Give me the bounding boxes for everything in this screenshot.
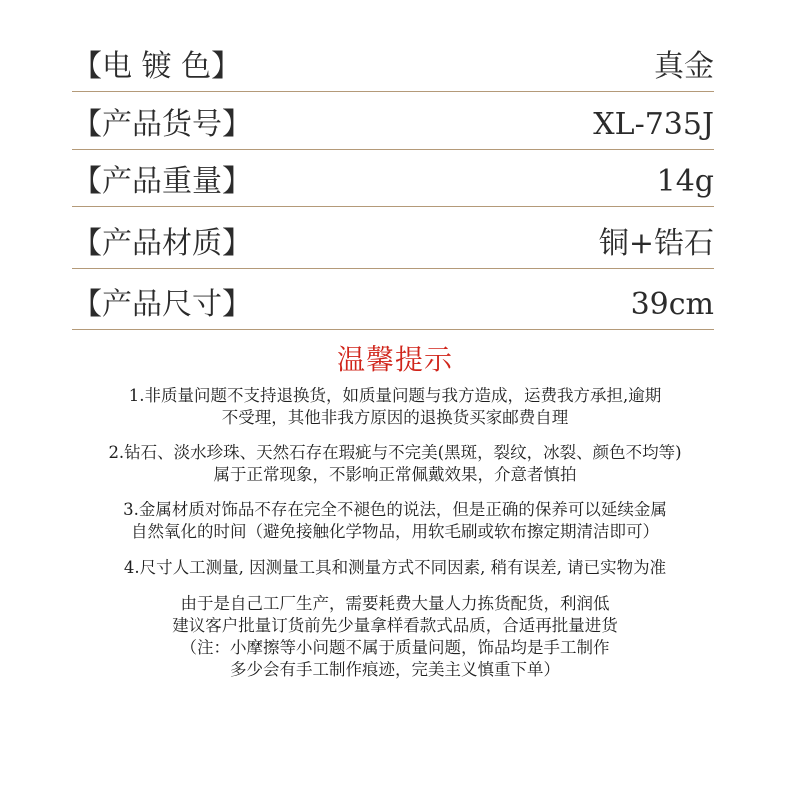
notice-line: 属于正常现象，不影响正常佩戴效果，介意者慎拍 [213, 465, 577, 484]
notice-line: 由于是自己工厂生产，需要耗费大量人力拣货配货，利润低 [180, 594, 610, 613]
spec-label: 【产品尺寸】 [72, 287, 252, 322]
spec-row-item-number [72, 92, 714, 150]
notice-item-return-policy [90, 385, 700, 429]
spec-row-plating-color [72, 34, 714, 92]
notice-item-measurement [90, 557, 700, 579]
spec-row-weight [72, 150, 714, 207]
notice-line: 自然氧化的时间（避免接触化学物品，用软毛刷或软布擦定期清洁即可） [131, 522, 659, 541]
spec-label: 【电 镀 色】 [72, 49, 242, 84]
spec-value: XL-735J [593, 107, 714, 142]
spec-value: 14g [656, 164, 714, 199]
spec-label: 【产品材质】 [72, 226, 252, 261]
spec-label: 【产品货号】 [72, 107, 252, 142]
notice-line: 4.尺寸人工测量, 因测量工具和测量方式不同因素, 稍有误差, 请已实物为准 [123, 558, 667, 577]
spec-value: 39cm [630, 287, 714, 322]
notice-line: 建议客户批量订货前先少量拿样看款式品质，合适再批量进货 [172, 616, 618, 635]
notice-item-factory-note [90, 593, 700, 681]
notice-line: 1.非质量问题不支持退换货，如质量问题与我方造成，运费我方承担,逾期 [128, 386, 662, 405]
notice-line: 2.钻石、淡水珍珠、天然石存在瑕疵与不完美(黑斑，裂纹，冰裂、颜色不均等) [108, 443, 682, 462]
notice-line: 3.金属材质对饰品不存在完全不褪色的说法，但是正确的保养可以延续金属 [123, 500, 667, 519]
notice-line: （注：小摩擦等小问题不属于质量问题，饰品均是手工制作 [180, 638, 610, 657]
spec-value: 真金 [654, 49, 714, 84]
notice-line: 不受理，其他非我方原因的退换货买家邮费自理 [221, 408, 569, 427]
spec-row-size [72, 269, 714, 330]
notice-item-stone-flaws [90, 442, 700, 486]
notice-line: 多少会有手工制作痕迹，完美主义慎重下单） [230, 660, 560, 679]
spec-table [72, 34, 714, 330]
notice-item-metal-care [90, 499, 700, 543]
spec-label: 【产品重量】 [72, 164, 252, 199]
notice-title: 温馨提示 [336, 343, 453, 376]
spec-row-material [72, 207, 714, 269]
spec-value: 铜+锆石 [598, 226, 714, 261]
